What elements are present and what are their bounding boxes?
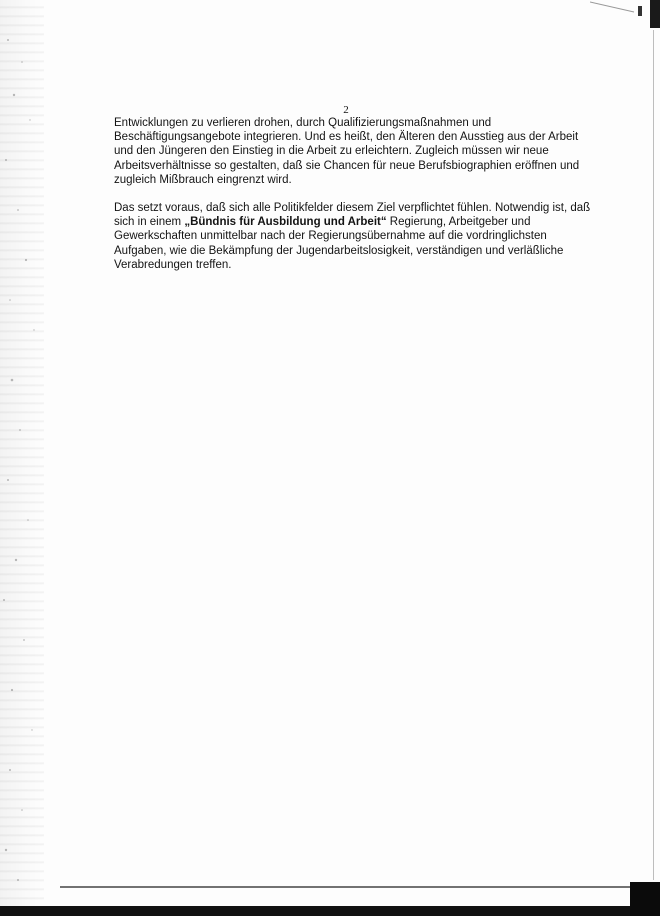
scan-noise-left (0, 0, 44, 916)
scan-bottom-edge (0, 880, 660, 916)
scan-corner-top-right (590, 0, 660, 28)
text-line: Verabredungen treffen. (114, 258, 232, 271)
text-fragment: sich in einem (114, 216, 185, 229)
text-line (114, 215, 584, 229)
text-line: und den Jüngeren den Einstieg in die Arbeit zu erleichtern. Zugleich müssen wir neue (114, 145, 549, 158)
text-fragment: Regierung, Arbeitgeber und (386, 216, 531, 229)
text-line: zugleich Mißbrauch eingrenzt wird. (114, 173, 292, 186)
body-text (114, 116, 591, 286)
text-line: Gewerkschaften unmittelbar nach der Regierungsübernahme auf die vordringlichsten (114, 230, 547, 243)
paragraph-1 (114, 116, 584, 187)
text-line: Aufgaben, wie die Bekämpfung der Jugendarbeitslosigkeit, verständigen und verläßliche (114, 244, 564, 257)
page-number: 2 (343, 104, 349, 116)
text-line: Das setzt voraus, daß sich alle Politikfelder diesem Ziel verpflichtet fühlen. Notwendig ist, daß (114, 202, 591, 215)
scan-right-edge (653, 30, 654, 880)
text-line: Entwicklungen zu verlieren drohen, durch Qualifizierungsmaßnahmen und (114, 117, 492, 129)
alliance-name-bold: „Bündnis für Ausbildung und Arbeit“ (184, 216, 387, 229)
text-line: Arbeitsverhältnisse so gestalten, daß sie Chancen für neue Berufsbiographien eröffnen und (114, 159, 580, 172)
text-line: Beschäftigungsangebote integrieren. Und es heißt, den Älteren den Ausstieg aus der Arbeit (114, 131, 579, 144)
paragraph-2 (114, 201, 591, 272)
